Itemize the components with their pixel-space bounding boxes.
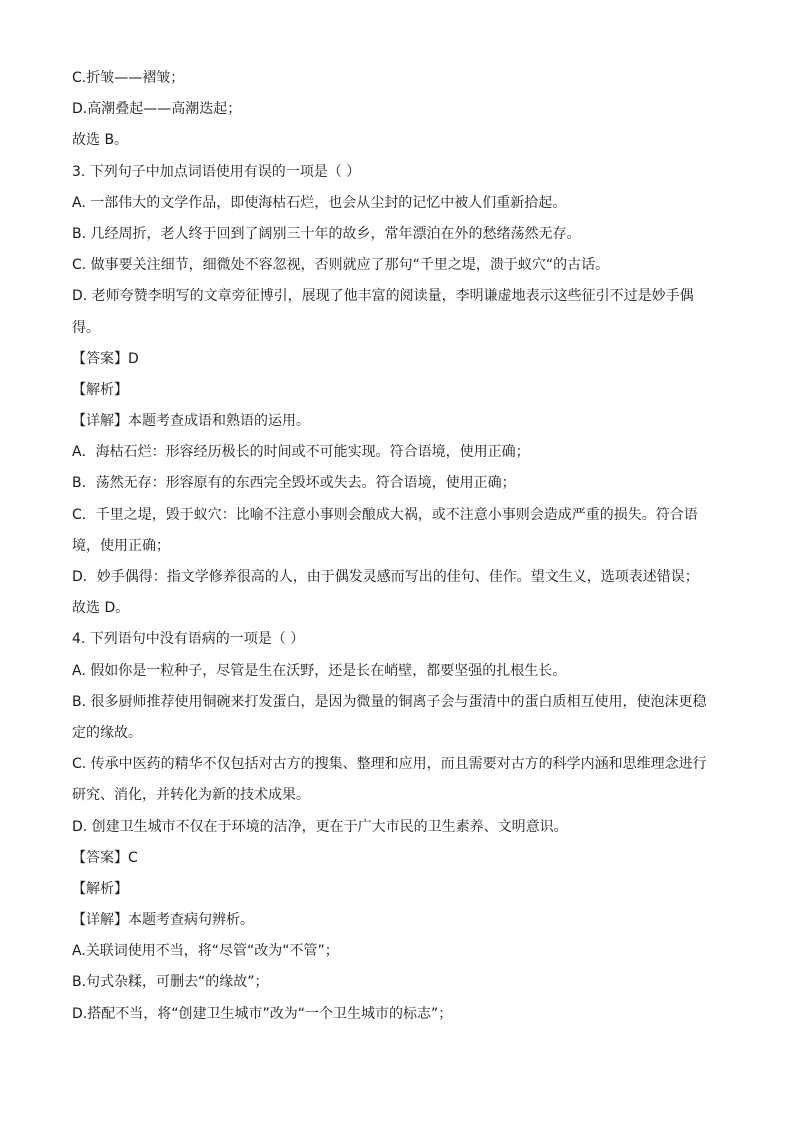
answer-label: 【答案】C [72,849,138,866]
question-3: 3. 下列句子中加点词语使用有误的一项是（ ） [72,163,361,180]
text-line: D.高潮叠起——高潮迭起； [72,101,242,118]
answer-label: 【答案】D [72,350,139,367]
option-a: A. 假如你是一粒种子，尽管是生在沃野，还是长在峭壁，都要坚强的扎根生长。 [72,662,567,679]
text-line: C．千里之堤，毁于蚁穴：比喻不注意小事则会酿成大祸，或不注意小事则会造成严重的损失。符合语 [72,506,698,523]
analysis-label: 【解析】 [72,880,128,897]
option-b: B. 几经周折，老人终于回到了阔别三十年的故乡，常年漂泊在外的愁绪荡然无存。 [72,225,581,242]
option-b: B. 很多厨师推荐使用铜碗来打发蛋白，是因为微量的铜离子会与蛋清中的蛋白质相互使用，使泡沫更稳 [72,693,707,710]
option-a: A. 一部伟大的文学作品，即使海枯石烂，也会从尘封的记忆中被人们重新拾起。 [72,194,567,211]
option-c-cont: 研究、消化，并转化为新的技术成果。 [72,787,310,804]
text-line: A．海枯石烂：形容经历极长的时间或不可能实现。符合语境，使用正确； [72,444,530,461]
text-line: A.关联词使用不当，将“尽管“改为“不管”； [72,943,339,960]
text-line: 境，使用正确； [72,537,170,554]
text-line: C.折皱——褶皱； [72,70,185,86]
analysis-label: 【解析】 [72,381,128,398]
option-b-cont: 定的缘故。 [72,724,142,741]
option-d-cont: 得。 [72,319,100,336]
question-4: 4. 下列语句中没有语病的一项是（ ） [72,631,305,648]
text-line: 故选 D。 [72,600,130,617]
text-line: B．荡然无存：形容原有的东西完全毁坏或失去。符合语境，使用正确； [72,475,516,492]
text-line: D.搭配不当，将“创建卫生城市”改为“一个卫生城市的标志”； [72,1005,453,1022]
option-d: D. 老师夸赞李明写的文章旁征博引，展现了他丰富的阅读量，李明谦虚地表示这些征引不过是妙手偶 [72,288,694,305]
detail-line: 【详解】本题考查病句辨析。 [72,912,254,929]
text-line: B.句式杂糅，可删去“的缘故”； [72,974,269,991]
text-line: D．妙手偶得：指文学修养很高的人，由于偶发灵感而写出的佳句、佳作。望文生义，选项表述错误； [72,569,699,585]
text-line: 故选 B。 [72,132,129,149]
detail-line: 【详解】本题考查成语和熟语的运用。 [72,413,310,430]
option-c: C. 传承中医药的精华不仅包括对古方的搜集、整理和应用，而且需要对古方的科学内涵和思维理念进行 [72,756,707,773]
option-c: C. 做事要关注细节，细微处不容忽视，否则就应了那句“千里之堤，溃于蚁穴“的古话。 [72,257,610,274]
option-d: D. 创建卫生城市不仅在于环境的洁净，更在于广大市民的卫生素养、文明意识。 [72,818,568,835]
